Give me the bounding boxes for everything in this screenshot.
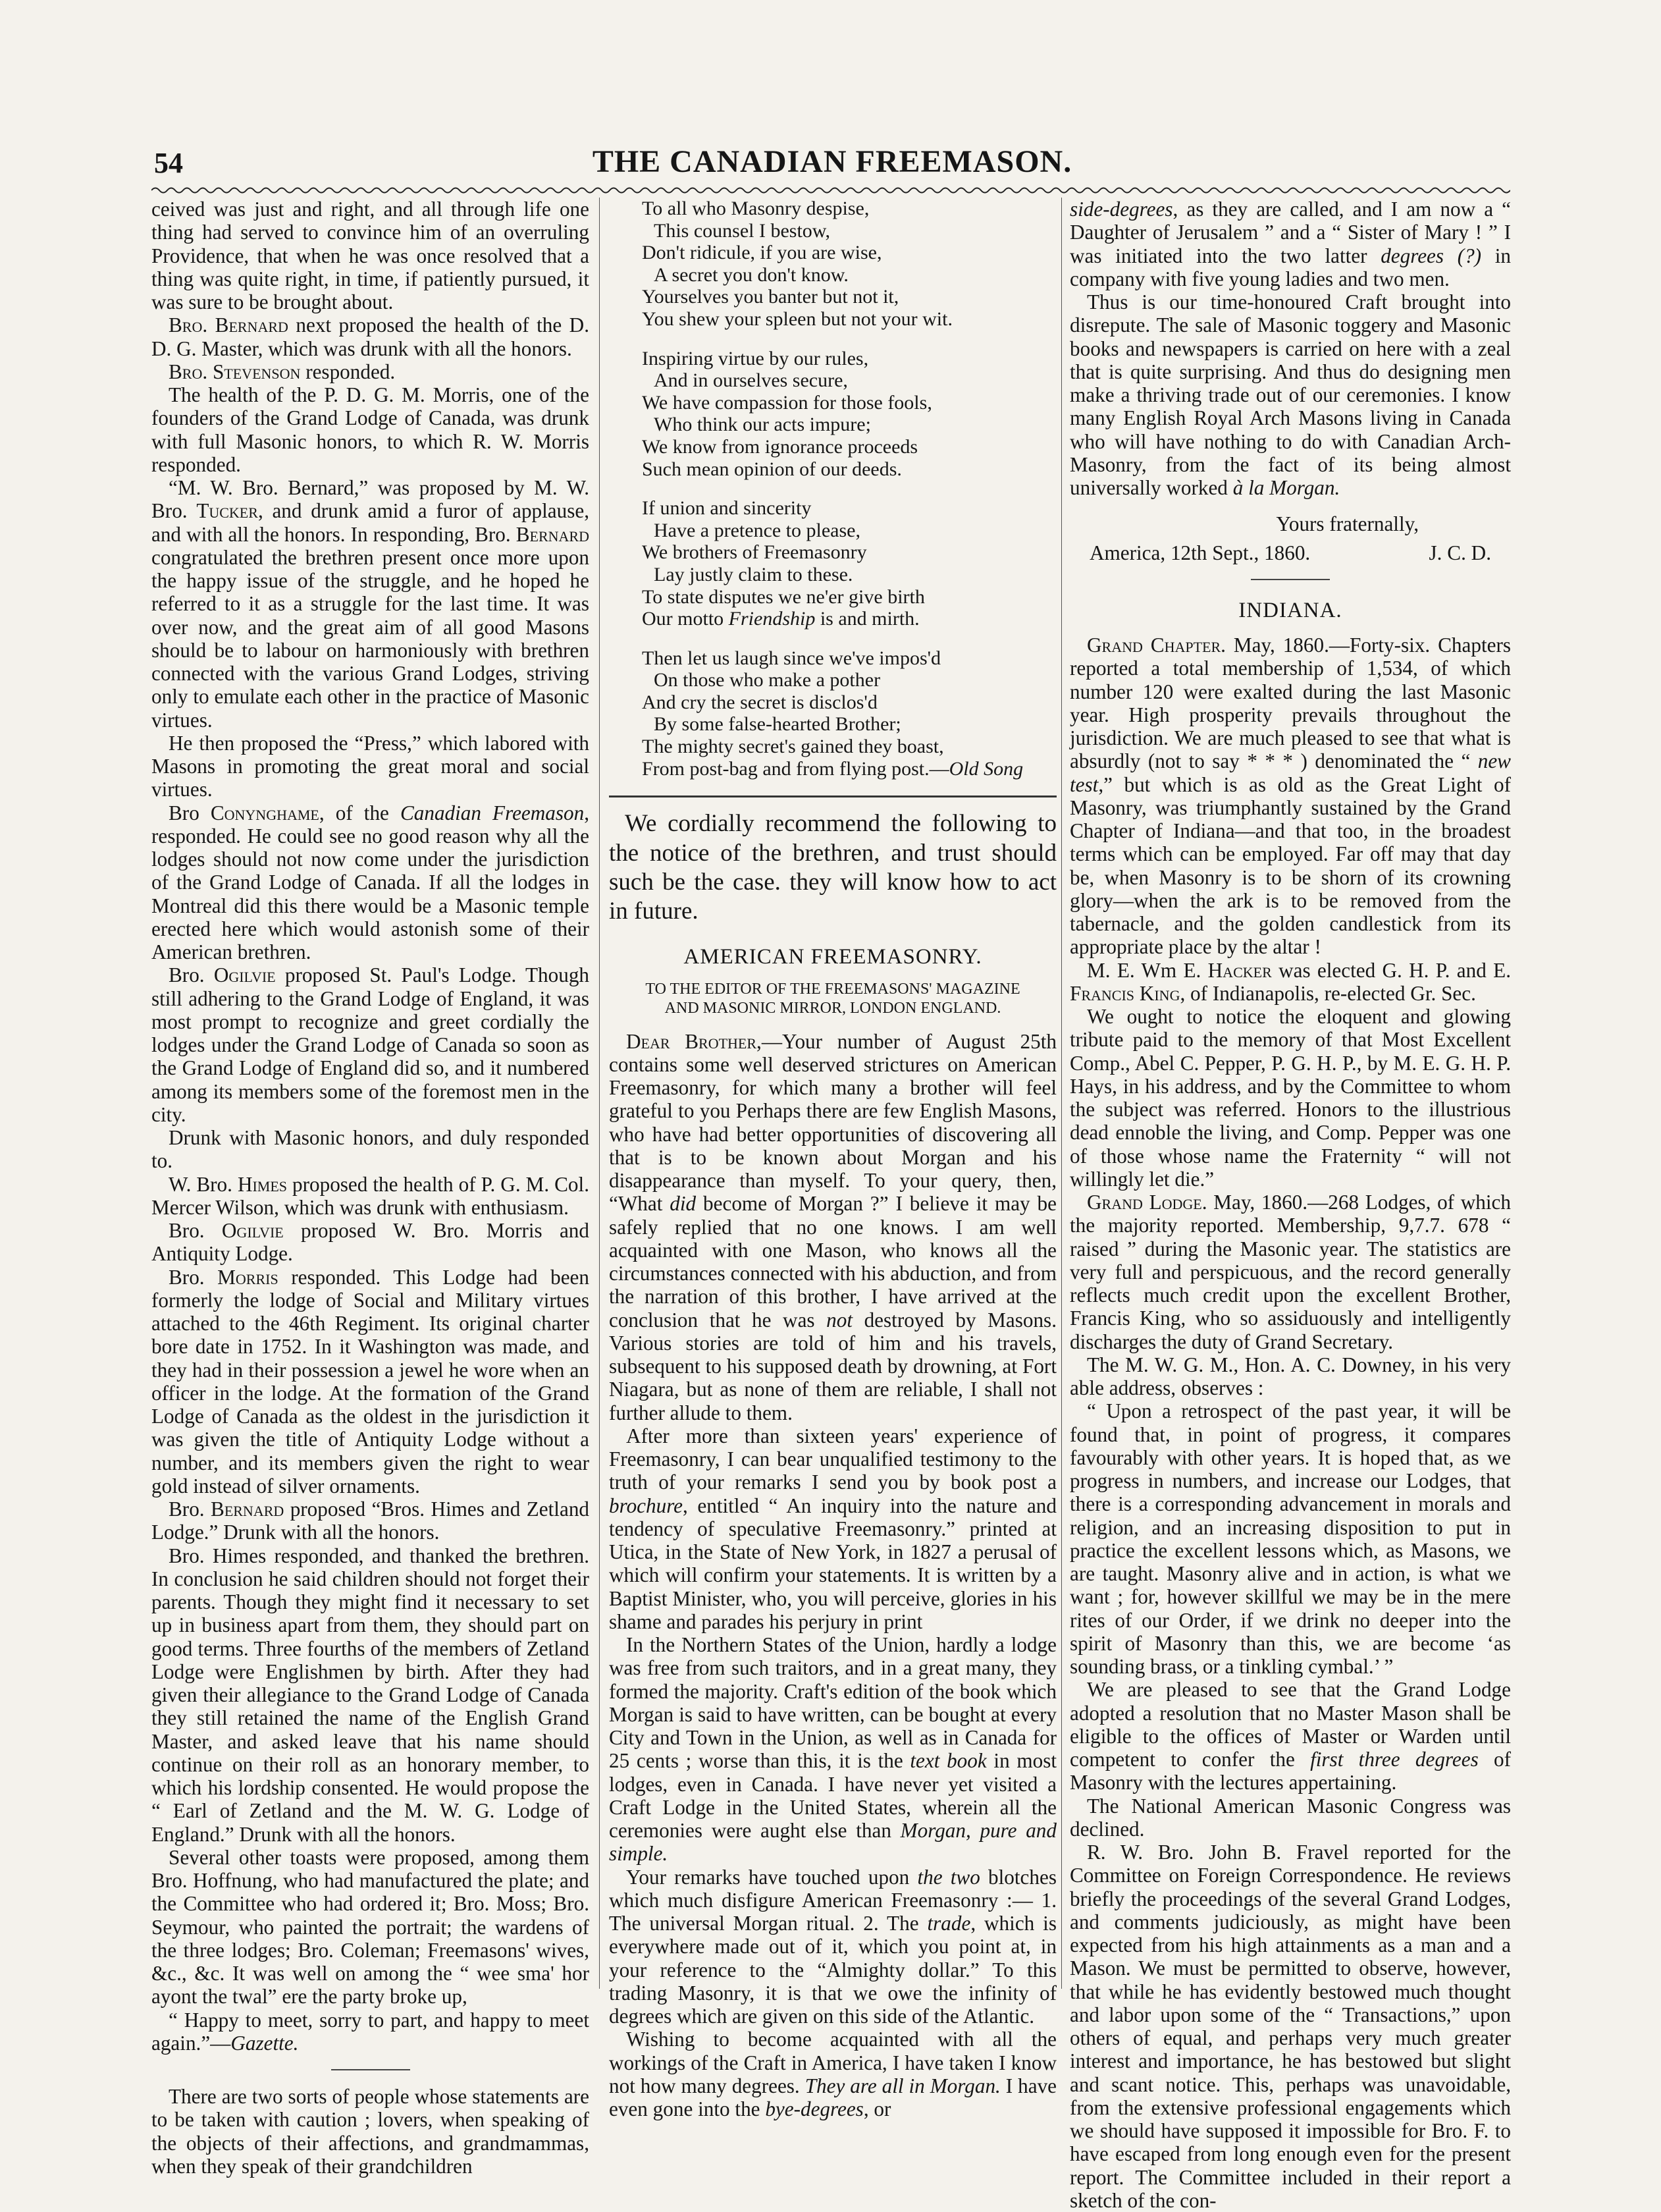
- column-2: [609, 198, 1057, 2120]
- paragraph: Bro Conynghame, of the Canadian Freemason, responded. He could see no good reason why all the lodges should not now come under the jurisdiction of the Grand Lodge of Canada. If all the lodges in Montreal did this there would be a Masonic temple erected here which would astonish some of their American brethren.: [151, 801, 589, 963]
- paragraph: side-degrees, as they are called, and I am now a “ Daughter of Jerusalem ” and a “ Sister of Mary ! ” I was initiated into the two latter degrees (?) in company with five young ladies and two men.: [1070, 198, 1511, 290]
- poem-line: Yourselves you banter but not it,: [642, 286, 899, 308]
- paragraph: W. Bro. Himes proposed the health of P. G. M. Col. Mercer Wilson, which was drunk with enthusiasm.: [151, 1172, 589, 1219]
- paragraph: Bro. Ogilvie proposed W. Bro. Morris and Antiquity Lodge.: [151, 1219, 589, 1266]
- column-1: [151, 198, 589, 2178]
- paragraph: Dear Brother,—Your number of August 25th contains some well deserved strictures on American Freemasonry, for which many a brother will feel grateful to you Perhaps there are few English Masons, who have had better opportunities of discovering all that is to be known about Morgan and his disappearance than myself. To your query, then, “What did become of Morgan ?” I believe it may be safely replied that no one knows. I am well acquainted with one Mason, who knows all the circumstances connected with his abduction, and from the narration of this brother, I have arrived at the conclusion that he was not destroyed by Masons. Various stories are told of him and his travels, subsequent to his supposed death by drowning, at Fort Niagara, but as none of them are reliable, I shall not further allude to them.: [609, 1029, 1057, 1424]
- wavy-rule: [151, 184, 1510, 196]
- divider: [1251, 579, 1330, 580]
- poem-line: From post-bag and from flying post.—Old Song: [642, 757, 1024, 780]
- dateline: America, 12th Sept., 1860. J. C. D.: [1090, 541, 1491, 564]
- poem-line: A secret you don't know.: [654, 263, 849, 286]
- paragraph: We ought to notice the eloquent and glowing tribute paid to the memory of that Most Excellent Comp., Abel C. Pepper, P. G. H. P., by M. E. G. H. P. Hays, in his address, and by the Committee to whom the subject was referred. Honors to the illustrious dead ennoble the living, and Comp. Pepper was one of those whose name the Fraternity “ will not willingly let die.”: [1070, 1005, 1511, 1191]
- column-rule-right: [1061, 198, 1062, 1989]
- poem-line: Such mean opinion of our deeds.: [642, 458, 902, 480]
- poem-line: We know from ignorance proceeds: [642, 435, 918, 458]
- poem-line: Lay justly claim to these.: [654, 563, 853, 585]
- paragraph: Drunk with Masonic honors, and duly responded to.: [151, 1126, 589, 1173]
- paragraph: After more than sixteen years' experience of Freemasonry, I can bear unqualified testimony to the truth of your remarks I send you by book post a brochure, entitled “ An inquiry into the nature and tendency of speculative Freemasonry.” printed at Utica, in the State of New York, in 1827 a perusal of which will confirm your statements. It is written by a Baptist Minister, who, you will perceive, glories in his shame and parades his perjury in print: [609, 1424, 1057, 1633]
- paragraph: The health of the P. D. G. M. Morris, one of the founders of the Grand Lodge of Canada, was drunk with full Masonic honors, to which R. W. Morris responded.: [151, 383, 589, 476]
- paragraph: In the Northern States of the Union, hardly a lodge was free from such traitors, and in a great many, they formed the majority. Craft's edition of the book which Morgan is said to have written, can be bought at every City and Town in the Union, as well as in Canada for 25 cents ; worse than this, it is the text book in most lodges, even in Canada. I have never yet visited a Craft Lodge in the United States, wherein all the ceremonies were aught else than Morgan, pure and simple.: [609, 1633, 1057, 1866]
- page-number: 54: [154, 147, 183, 179]
- poem-line: Then let us laugh since we've impos'd: [642, 647, 941, 669]
- poem-line: Inspiring virtue by our rules,: [642, 347, 869, 369]
- paragraph: The National American Masonic Congress was declined.: [1070, 1794, 1511, 1841]
- paragraph: Bro. Himes responded, and thanked the brethren. In conclusion he said children should not forget their parents. Though they might find it necessary to set up in business apart from them, they should part on good terms. Three fourths of the members of Zetland Lodge were Englishmen by birth. After they had given their allegiance to the Grand Lodge of Canada they still retained the name of the English Grand Master, and asked leave that his name should continue on their roll as an honorary member, to which his lordship consented. He would propose the “ Earl of Zetland and the M. W. G. Lodge of England.” Drunk with all the honors.: [151, 1544, 589, 1846]
- poem-line: We have compassion for those fools,: [642, 391, 932, 414]
- poem-line: To all who Masonry despise,: [642, 198, 870, 219]
- poem: [642, 198, 1057, 780]
- paragraph: Bro. Bernard proposed “Bros. Himes and Zetland Lodge.” Drunk with all the honors.: [151, 1497, 590, 1544]
- poem-line: By some false-hearted Brother;: [654, 713, 901, 736]
- poem-line: To state disputes we ne'er give birth: [642, 585, 925, 608]
- paragraph: Bro. Bernard next proposed the health of the D. D. G. Master, which was drunk with all the honors.: [151, 313, 590, 360]
- sign-off: Yours fraternally,: [1276, 512, 1419, 536]
- paragraph: M. E. Wm E. Hacker was elected G. H. P. and E. Francis King, of Indianapolis, re-elected Gr. Sec.: [1070, 958, 1512, 1005]
- poem-line: If union and sincerity: [642, 497, 812, 520]
- poem-line: And in ourselves secure,: [654, 369, 848, 392]
- paragraph: ceived was just and right, and all through life one thing had served to convince him of an overruling Providence, that when he was once resolved that a thing was quite right, in time, if patiently pursued, it was sure to be brought about.: [151, 198, 589, 313]
- paragraph: Several other toasts were proposed, among them Bro. Hoffnung, who had manufactured the plate; and the Committee who had ordered it; Bro. Moss; Bro. Seymour, who painted the portrait; the wardens of the three lodges; Bro. Coleman; Freemasons' wives, &c., &c. It was well on among the “ wee sma' hor ayont the twal” ere the party broke up,: [151, 1845, 589, 2009]
- paragraph: Grand Lodge. May, 1860.—268 Lodges, of which the majority reported. Membership, 9,7.7. 678 “ raised ” during the Masonic year. The statistics are very full and perspicuous, and the record generally reflects much credit upon the excellent Brother, Francis King, who so assiduously and intelligently discharges the duty of Grand Secretary.: [1070, 1191, 1511, 1353]
- section-title: AMERICAN FREEMASONRY.: [683, 944, 982, 969]
- poem-line: Don't ridicule, if you are wise,: [642, 242, 882, 264]
- paragraph: “M. W. Bro. Bernard,” was proposed by M. W. Bro. Tucker, and drunk amid a furor of applause, and with all the honors. In responding, Bro. Bernard congratulated the brethren present once more upon the happy issue of the struggle, and he hoped he referred to it as a struggle for the last time. It was over now, and the great aim of all good Masons should be to labour on harmoniously with brethren connected with the various Grand Lodges, striving only to emulate each other in the practice of Masonic virtues.: [151, 476, 590, 732]
- poem-line: Have a pretence to please,: [654, 519, 860, 541]
- paragraph: Bro. Ogilvie proposed St. Paul's Lodge. Though still adhering to the Grand Lodge of England, it was most prompt to recognize and greet cordially the lodges under the Grand Lodge of Canada so soon as the Grand Lodge of England did so, and it numbered among its members some of the foremost men in the city.: [151, 963, 590, 1126]
- page-header: [154, 140, 1510, 187]
- paragraph: R. W. Bro. John B. Fravel reported for the Committee on Foreign Correspondence. He reviews briefly the proceedings of the several Grand Lodges, and comments judiciously, as might have been expected from his high attainments as a man and a Mason. We must be permitted to observe, however, that while he has evidently bestowed much thought and labor upon some of the “ Transactions,” upon others of equal, and perhaps very much greater interest and importance, he has bestowed but slight and scant notice. This, perhaps was unavoidable, from the extensive professional engagements which we should have supposed it impossible for Bro. F. to have escaped from long enough even for the present report. The Committee included in their report a sketch of the con-: [1070, 1841, 1511, 2212]
- column-rule-left: [599, 198, 600, 1989]
- paragraph: Thus is our time-honoured Craft brought into disrepute. The sale of Masonic toggery and Masonic books and newspapers is carried on here with a zeal that is quite surprising. And thus do designing men make a thriving trade out of our ceremonies. I know many English Royal Arch Masons living in Canada who will have nothing to do with Canadian Arch-Masonry, from the fact of its being almost universally worked à la Morgan.: [1070, 290, 1511, 499]
- letter-address: TO THE EDITOR OF THE FREEMASONS' MAGAZINE AND MASONIC MIRROR, LONDON ENGLAND.: [645, 981, 1020, 1017]
- poem-line: Who think our acts impure;: [654, 414, 871, 436]
- quotation: “ Upon a retrospect of the past year, it will be found that, in point of progress, it compares favourably with other years. It is hoped that, as we progress in numbers, and increase our Lodges, that there is a corresponding advancement in morals and religion, and an increasing disposition to put in practice the excellent lessons which, as Masons, we are taught. Masonry alive and in action, is what we want ; for, however skillful we may be in the mere rites of our Order, if we drink no deeper into the spirit of Masonry than this, we are become ‘as sounding brass, or a tinkling cymbal.’ ”: [1070, 1399, 1511, 1679]
- column-3: [1070, 198, 1511, 2212]
- poem-line: Our motto Friendship is and mirth.: [642, 608, 920, 630]
- section-title: INDIANA.: [1238, 598, 1342, 622]
- paragraph: “ Happy to meet, sorry to part, and happy to meet again.”—Gazette.: [151, 2008, 589, 2055]
- paragraph: The M. W. G. M., Hon. A. C. Downey, in his very able address, observes :: [1070, 1353, 1511, 1400]
- poem-line: And cry the secret is disclos'd: [642, 691, 878, 713]
- divider: [609, 796, 1057, 797]
- paragraph: Your remarks have touched upon the two blotches which much disfigure American Freemasonry :— 1. The universal Morgan ritual. 2. The trade, which is everywhere made out of it, which you point at, in your reference to the “Almighty dollar.” To this trading Masonry, it is that we owe the infinity of degrees which are given on this side of the Atlantic.: [609, 1865, 1057, 2028]
- paragraph: Bro. Morris responded. This Lodge had been formerly the lodge of Social and Military virtues attached to the 46th Regiment. Its original charter bore date in 1752. In it Washington was made, and they had in their possession a jewel he wore when an officer in the lodge. At the formation of the Grand Lodge of Canada as the oldest in the jurisdiction it was given the title of Antiquity Lodge without a number, and its members given the right to wear gold instead of silver ornaments.: [151, 1265, 589, 1497]
- poem-line: On those who make a pother: [654, 669, 881, 691]
- poem-line: You shew your spleen but not your wit.: [642, 308, 953, 330]
- paragraph: Bro. Stevenson responded.: [169, 360, 396, 383]
- notice-paragraph: We cordially recommend the following to the notice of the brethren, and trust should such be the case. they will know how to act in future.: [609, 810, 1057, 925]
- paragraph: Wishing to become acquainted with all the workings of the Craft in America, I have taken I know not how many degrees. They are all in Morgan. I have even gone into the bye-degrees, or: [609, 2028, 1057, 2121]
- divider: [331, 2069, 410, 2070]
- poem-line: The mighty secret's gained they boast,: [642, 736, 944, 758]
- paragraph: There are two sorts of people whose statements are to be taken with caution ; lovers, when speaking of the objects of their affections, and grandmammas, when they speak of their grandchildren: [151, 2085, 589, 2178]
- paragraph: We are pleased to see that the Grand Lodge adopted a resolution that no Master Mason shall be eligible to the offices of Master or Warden until competent to confer the first three degrees of Masonry with the lectures appertaining.: [1070, 1678, 1511, 1794]
- poem-line: This counsel I bestow,: [654, 219, 831, 242]
- poem-line: We brothers of Freemasonry: [642, 541, 867, 564]
- running-title: THE CANADIAN FREEMASON.: [592, 144, 1072, 179]
- paragraph: He then proposed the “Press,” which labored with Masons in promoting the great moral and social virtues.: [151, 731, 589, 801]
- paragraph: Grand Chapter. May, 1860.—Forty-six. Chapters reported a total membership of 1,534, of which number 120 were exalted during the last Masonic year. High prosperity prevails throughout the jurisdiction. We are much pleased to see that what is absurdly (not to say * * * ) denominated the “ new test,” but which is as old as the Great Light of Masonry, was triumphantly sustained by the Grand Chapter of Indiana—and that too, in the broadest terms which can be employed. Far off may that day be, when Masonry is to be shorn of its crowning glory—when the ark is to be removed from the tabernacle, and the golden candlestick from its appropriate place by the altar !: [1070, 634, 1511, 959]
